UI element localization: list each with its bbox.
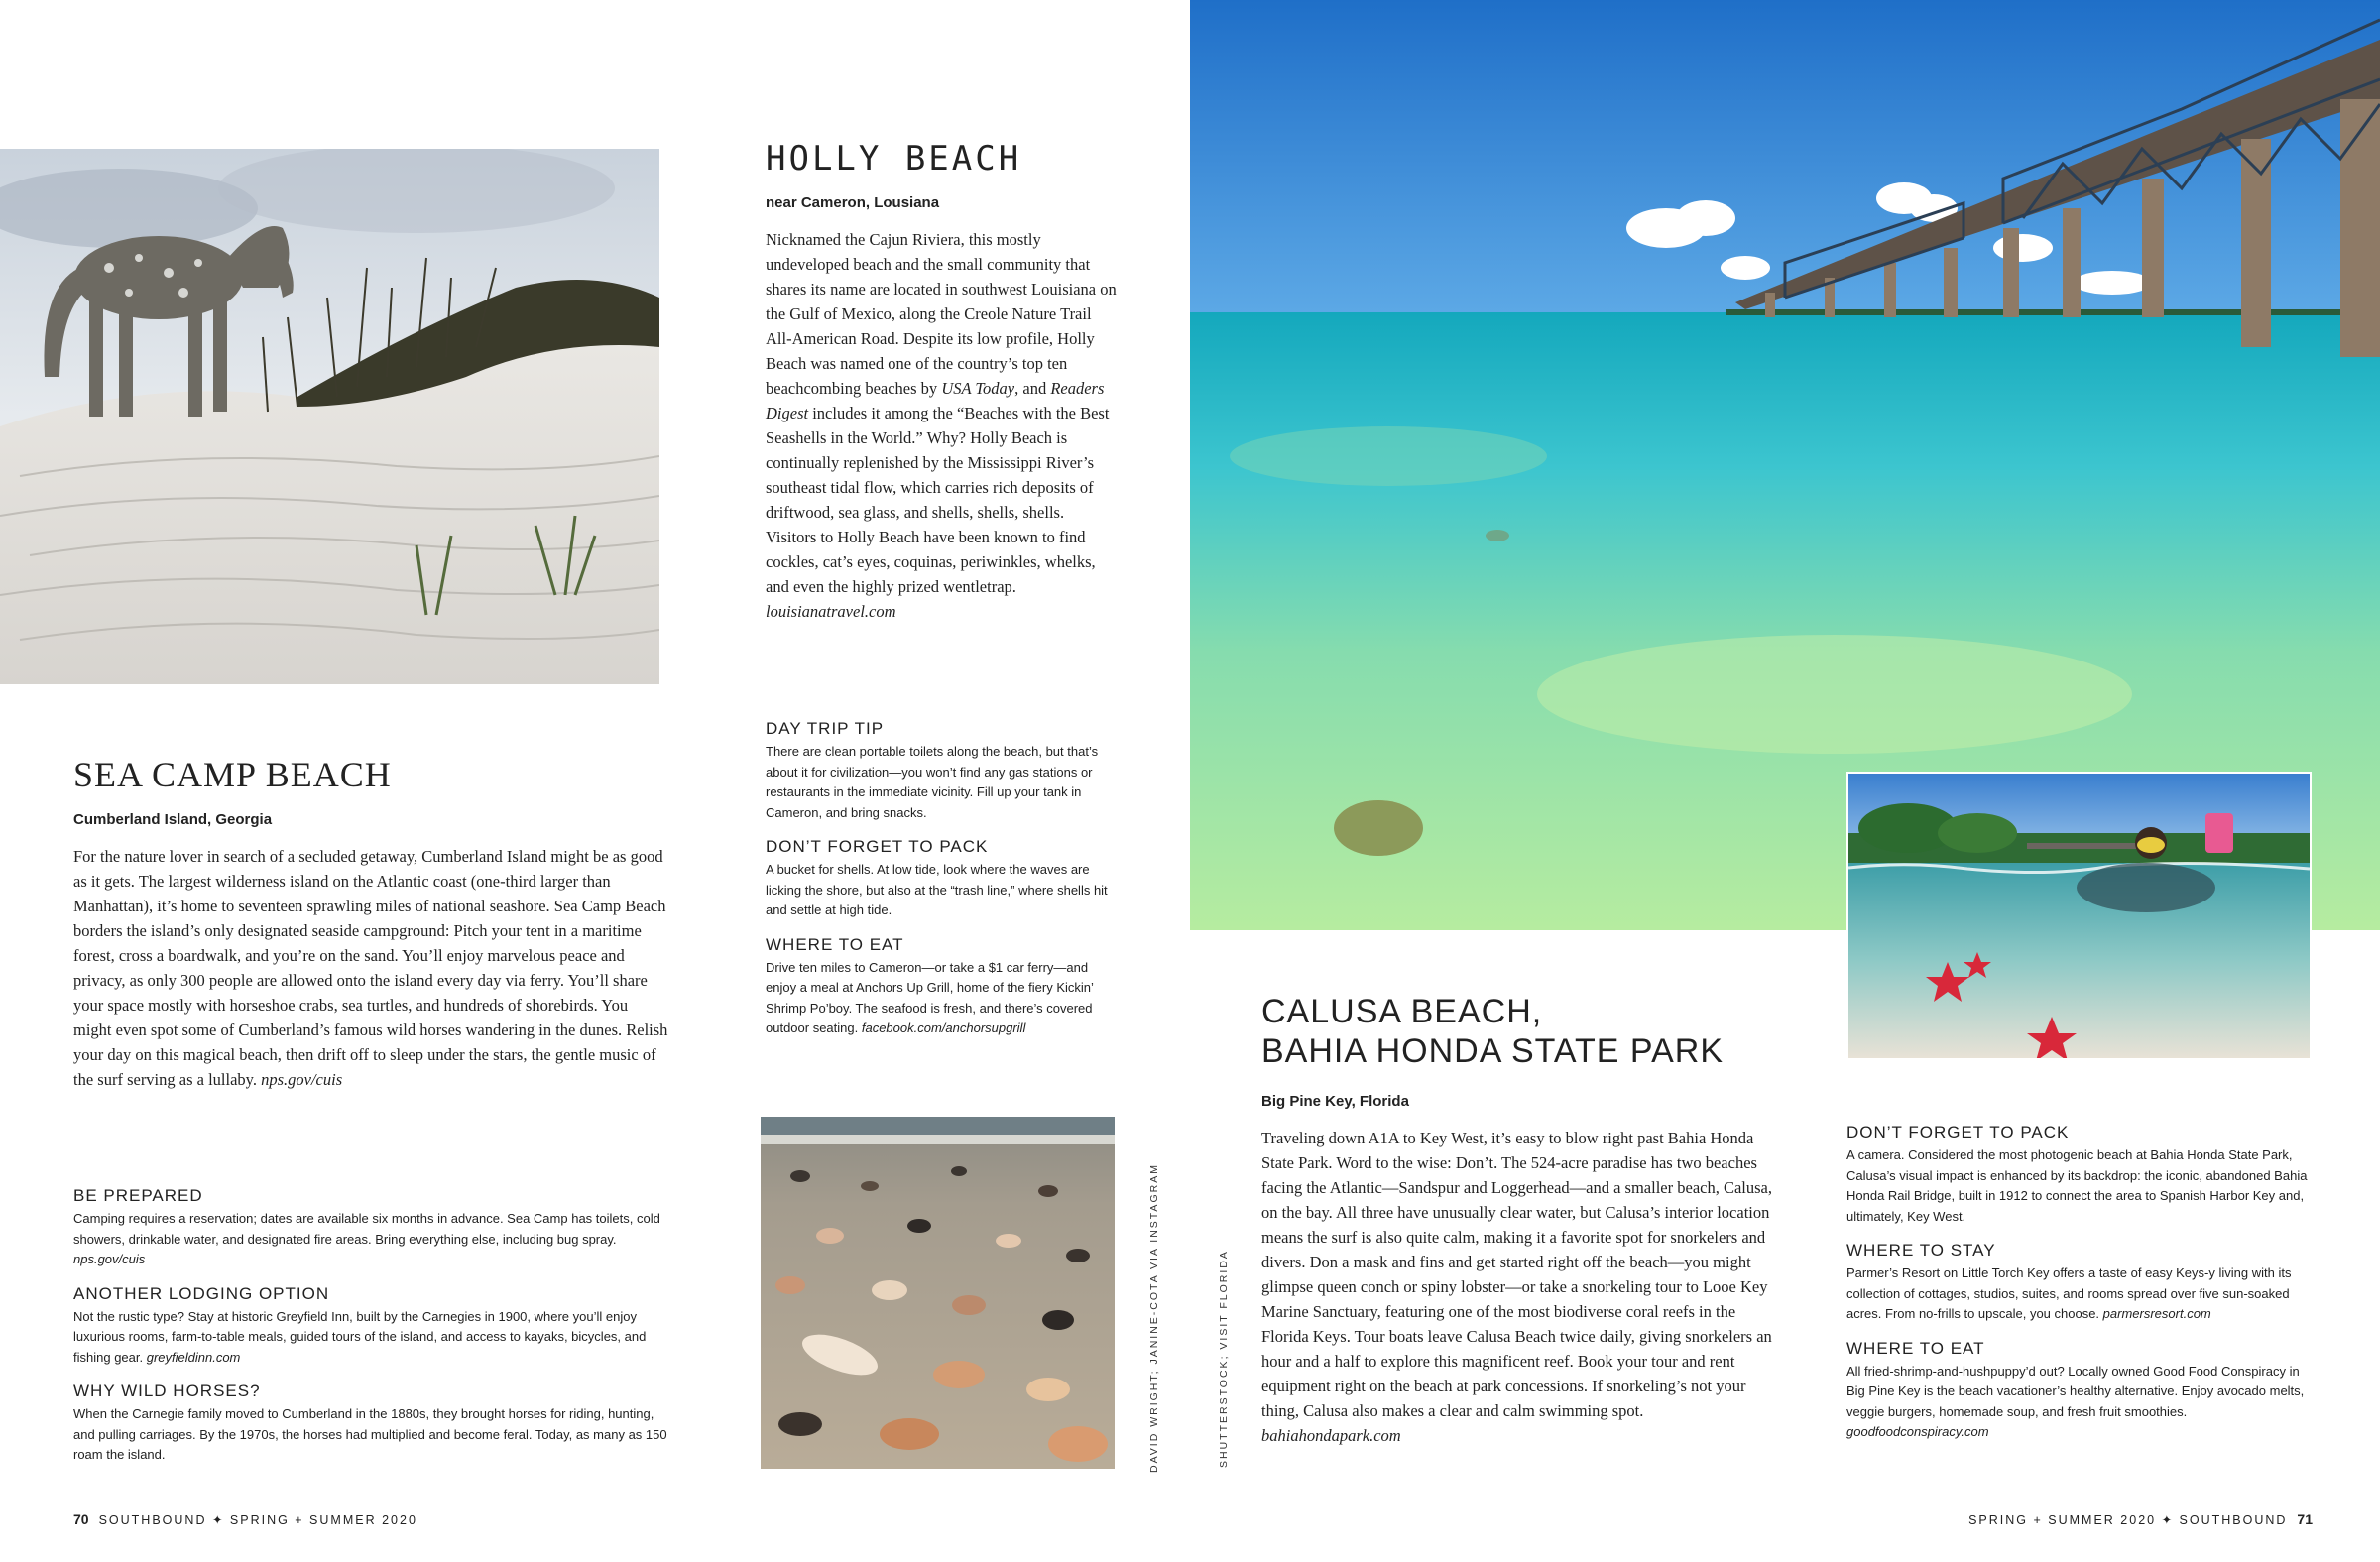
sidebar-body: A bucket for shells. At low tide, look where the waves are licking the shore, but also at the “trash line,” where shells hit and settle at high tide. [766, 862, 1108, 917]
sea-camp-article [73, 754, 668, 1092]
sidebar-body: Parmer’s Resort on Little Torch Key offers a taste of easy Keys-y living with its collection of cottages, studios, suites, and rooms spread over five sun-soaked acres. From no-frills to upscale, you choose. [1846, 1265, 2292, 1321]
footer-right [1968, 1511, 2313, 1527]
holly-body-3: includes it among the “Beaches with the Best Seashells in the World.” Why? Holly Beach is continually replenished by the Mississippi River’s southeast tidal flow, which carries rich deposits of driftwood, sea glass, and shells, shells, shells. Visitors to Holly Beach have been known to find cockles, cat’s eyes, coquinas, periwinkles, whelks, and even the highly prized wentletrap. [766, 404, 1110, 596]
calusa-body [1261, 1126, 1777, 1448]
usa-today-ref: USA Today [941, 379, 1015, 398]
sidebar-text [766, 860, 1118, 921]
calusa-title-line-1: CALUSA BEACH, [1261, 993, 1543, 1030]
calusa-sidebars [1846, 1123, 2313, 1457]
sidebar-body: All fried-shrimp-and-hushpuppy’d out? Locally owned Good Food Conspiracy in Big Pine Key is the beach vacationer’s healthy alternative. Enjoy avocado melts, veggie burgers, homemade soup, and fresh fruit smoothies. [1846, 1363, 2305, 1419]
sidebar-heading: WHERE TO EAT [1846, 1338, 1985, 1358]
footer-left-text: SOUTHBOUND ✦ SPRING + SUMMER 2020 [98, 1513, 417, 1527]
page-number-left: 70 [73, 1511, 89, 1527]
sidebar-text [73, 1209, 668, 1270]
holly-sidebars [766, 719, 1118, 1053]
sidebar-link[interactable]: greyfieldinn.com [146, 1349, 241, 1365]
holly-body-1: Nicknamed the Cajun Riviera, this mostly undeveloped beach and the small community that shares its name are located in southwest Louisiana on the Gulf of Mexico, along the Creole Nature Trail All-American Road. Despite its low profile, Holly Beach was named one of the country’s top ten beachcombing beaches by [766, 230, 1117, 398]
holly-beach-title: HOLLY BEACH [766, 139, 1022, 179]
sidebar-body: When the Carnegie family moved to Cumberland in the 1880s, they brought horses for riding, hunting, and pulling carriages. By the 1970s, the horses had multiplied and become feral. Today, as many as 150 roam the island. [73, 1406, 667, 1462]
holly-link[interactable]: louisianatravel.com [766, 602, 896, 621]
calusa-title-line-2: BAHIA HONDA STATE PARK [1261, 1032, 1724, 1070]
sidebar-heading: WHERE TO STAY [1846, 1241, 1996, 1260]
sidebar-text [1846, 1362, 2313, 1443]
sea-camp-title: SEA CAMP BEACH [73, 755, 392, 794]
holly-beach-body [766, 227, 1118, 624]
footer-right-text: SPRING + SUMMER 2020 ✦ SOUTHBOUND [1968, 1513, 2288, 1527]
holly-beach-location: near Cameron, Lousiana [766, 194, 940, 211]
calusa-body-text: Traveling down A1A to Key West, it’s easy to blow right past Bahia Honda State Park. Word to the wise: Don’t. The 524-acre paradise has two beaches facing the Atlantic—Sandspur and Loggerhead—and a smaller beach, Calusa, on the bay. All three have unusually clear water, but Calusa’s interior location means the surf is also quite calm, making it a favorite spot for snorkelers and divers. Don a mask and fins and get started right off the beach—you might glimpse queen conch or spiny lobster—or take a snorkeling tour to Looe Key Marine Sanctuary, featuring one of the most biodiverse coral reefs in the Florida Keys. Tour boats leave Calusa Beach twice daily, giving snorkelers an hour and a half to explore this magnificent reef. Book your tour and rent equipment right on the beach at park concessions. If snorkeling’s not your thing, Calusa also makes a clear and calm swimming spot. [1261, 1129, 1772, 1420]
horse-dune-photo [0, 149, 659, 684]
shells-photo [761, 1117, 1115, 1469]
sidebar-body: Drive ten miles to Cameron—or take a $1 car ferry—and enjoy a meal at Anchors Up Grill, home of the fiery Kickin’ Shrimp Po’boy. The seafood is fresh, and there’s covered outdoor seating. [766, 959, 1094, 1035]
sidebar-link[interactable]: goodfoodconspiracy.com [1846, 1424, 1989, 1439]
sidebar-link[interactable]: facebook.com/anchorsupgrill [861, 1021, 1026, 1035]
photo-credit-left: DAVID WRIGHT; JANINE-COTA VIA INSTAGRAM [1148, 1163, 1160, 1473]
footer-left [73, 1511, 417, 1527]
readers-digest-ref: Readers Digest [766, 379, 1105, 422]
sidebar-text [1846, 1145, 2313, 1227]
calusa-location: Big Pine Key, Florida [1261, 1093, 1409, 1110]
holly-body-2: , and [1014, 379, 1051, 398]
sidebar-heading: DON’T FORGET TO PACK [1846, 1123, 2070, 1141]
sidebar-heading: WHERE TO EAT [766, 934, 904, 954]
sidebar-heading: WHY WILD HORSES? [73, 1382, 261, 1400]
sea-camp-sidebars [73, 1186, 668, 1480]
sea-camp-link[interactable]: nps.gov/cuis [261, 1070, 343, 1089]
calusa-link[interactable]: bahiahondapark.com [1261, 1426, 1401, 1445]
sidebar-heading: BE PREPARED [73, 1186, 203, 1205]
sidebar-body: There are clean portable toilets along the beach, but that’s about it for civilization—you won’t find any gas stations or restaurants in the immediate vicinity. Fill up your tank in Cameron, and bring snacks. [766, 744, 1099, 820]
sidebar-heading: ANOTHER LODGING OPTION [73, 1283, 330, 1303]
sidebar-body: A camera. Considered the most photogenic beach at Bahia Honda State Park, Calusa’s visual impact is enhanced by its backdrop: the iconic, abandoned Bahia Honda Rail Bridge, built in 1912 to connect the area to Spanish Harbor Key and, ultimately, Key West. [1846, 1147, 2308, 1224]
sea-camp-body-text: For the nature lover in search of a secluded getaway, Cumberland Island might be as good as it gets. The largest wilderness island on the Atlantic coast (one-third larger than Manhattan), it’s home to seventeen sprawling miles of national seashore. Sea Camp Beach borders the island’s only designated seaside campground: Pitch your tent in a maritime forest, cross a boardwalk, and you’re on the sand. You’ll enjoy marvelous peace and privacy, as only 300 people are allowed onto the island every day via ferry. You’ll share your space mostly with horseshoe crabs, sea turtles, and hundreds of shorebirds. You might even spot some of Cumberland’s famous wild horses wandering in the dunes. Relish your day on this magical beach, then drift off to sleep under the stars, the gentle music of the surf serving as a lullaby. [73, 847, 668, 1089]
sea-camp-location: Cumberland Island, Georgia [73, 811, 273, 828]
sidebar-text [73, 1404, 668, 1466]
photo-credit-right: SHUTTERSTOCK; VISIT FLORIDA [1218, 1250, 1230, 1468]
sidebar-heading: DON’T FORGET TO PACK [766, 837, 989, 856]
calusa-beach-article [1261, 992, 1777, 1448]
sidebar-text [766, 742, 1118, 823]
page-number-right: 71 [2297, 1511, 2313, 1527]
snorkeler-inset-photo [1846, 772, 2312, 1060]
sidebar-text [73, 1307, 668, 1369]
sea-camp-body [73, 844, 668, 1092]
sidebar-body: Not the rustic type? Stay at historic Greyfield Inn, built by the Carnegies in 1900, where you’ll enjoy luxurious rooms, farm-to-table meals, guided tours of the island, and access to kayaks, bicycles, and fishing gear. [73, 1308, 647, 1365]
sidebar-link[interactable]: nps.gov/cuis [73, 1252, 146, 1266]
sidebar-text [1846, 1263, 2313, 1325]
calusa-title [1261, 992, 1777, 1071]
sidebar-body: Camping requires a reservation; dates are available six months in advance. Sea Camp has toilets, cold showers, drinkable water, and designated fire areas. Bring everything else, including bug spray. [73, 1211, 660, 1247]
holly-beach-article [766, 139, 1118, 624]
sidebar-text [766, 958, 1118, 1039]
sidebar-heading: DAY TRIP TIP [766, 719, 885, 738]
sidebar-link[interactable]: parmersresort.com [2102, 1306, 2211, 1321]
